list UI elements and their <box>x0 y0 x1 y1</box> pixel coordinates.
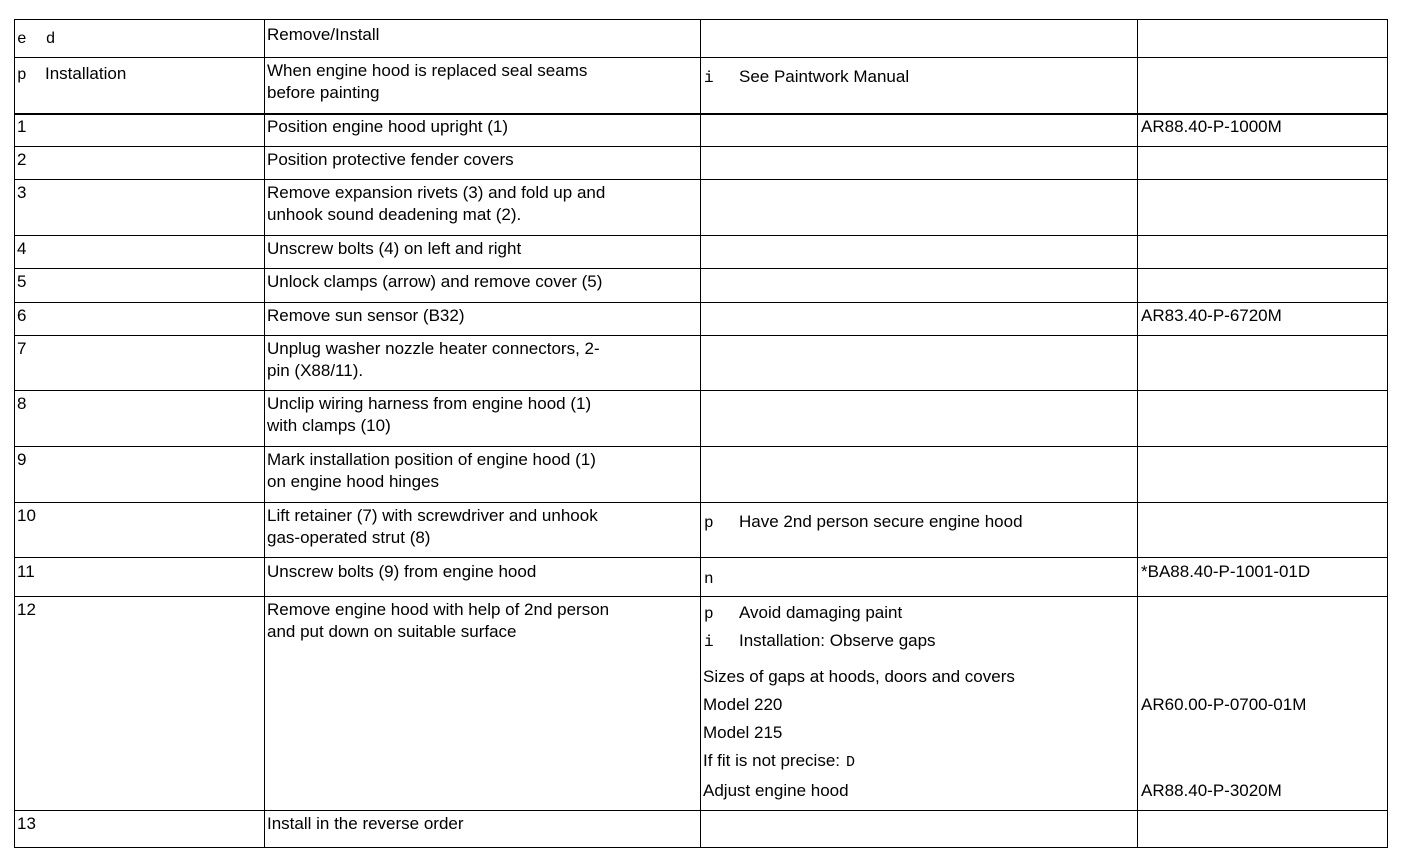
step-number: 6 <box>17 306 27 325</box>
document-reference[interactable]: *BA88.40-P-1001-01D <box>1141 562 1311 581</box>
row-divider <box>14 146 1388 147</box>
info-symbol: i <box>704 69 714 87</box>
row-divider <box>14 335 1388 336</box>
step-text: Unclip wiring harness from engine hood (1) with clamps (10) <box>267 394 592 435</box>
step-number: 1 <box>17 117 27 136</box>
document-reference[interactable]: AR83.40-P-6720M <box>1141 306 1282 325</box>
header-symbols <box>17 27 55 50</box>
caution-symbol: p <box>704 605 714 623</box>
row-divider <box>14 302 1388 303</box>
row-divider <box>14 557 1388 558</box>
step-number: 11 <box>17 562 35 581</box>
installation-label: p Installation <box>17 64 127 84</box>
document-reference[interactable]: AR88.40-P-3020M <box>1141 781 1282 800</box>
step-number: 2 <box>17 150 27 169</box>
condition-line: If fit is not precise: D <box>703 751 856 771</box>
step-number: 3 <box>17 183 27 202</box>
column-divider <box>14 19 15 848</box>
model-line: Model 220 <box>703 695 783 714</box>
installation-text: When engine hood is replaced seal seams before painting <box>267 61 588 102</box>
step-number: 4 <box>17 239 27 258</box>
row-divider <box>14 179 1388 180</box>
step-text: Mark installation position of engine hood (1) on engine hood hinges <box>267 450 596 491</box>
step-text: Unplug washer nozzle heater connectors, 2- pin (X88/11). <box>267 339 600 380</box>
step-text: Unscrew bolts (4) on left and right <box>267 239 522 258</box>
header-symbol: e d <box>17 30 56 48</box>
caution-symbol: p <box>704 514 714 532</box>
model-line: Model 215 <box>703 723 783 742</box>
row-divider <box>14 502 1388 503</box>
step-text: Remove expansion rivets (3) and fold up and unhook sound deadening mat (2). <box>267 183 606 224</box>
arrow-symbol: D <box>846 754 856 771</box>
step-note <box>704 567 739 590</box>
torque-symbol: n <box>704 570 714 588</box>
caution-symbol: p <box>17 66 27 84</box>
table-border-bottom <box>14 847 1388 848</box>
row-divider <box>14 268 1388 269</box>
step-text: Lift retainer (7) with screwdriver and unhook gas-operated strut (8) <box>267 506 598 547</box>
row-divider <box>14 235 1388 236</box>
row-divider <box>14 113 1388 115</box>
row-divider <box>14 596 1388 597</box>
step-number: 10 <box>17 506 36 525</box>
section-title: Remove/Install <box>267 25 380 44</box>
row-divider <box>14 446 1388 447</box>
row-divider <box>14 57 1388 58</box>
gap-info-heading: Sizes of gaps at hoods, doors and covers <box>703 667 1015 686</box>
row-divider <box>14 390 1388 391</box>
step-note: p Have 2nd person secure engine hood <box>704 512 1023 532</box>
column-divider <box>1137 19 1138 848</box>
step-text: Position engine hood upright (1) <box>267 117 508 136</box>
info-symbol: i <box>704 633 714 651</box>
column-divider <box>1387 19 1388 848</box>
installation-note: i See Paintwork Manual <box>704 67 910 87</box>
action-line: Adjust engine hood <box>703 781 849 800</box>
step-text: Position protective fender covers <box>267 150 514 169</box>
step-note: i Installation: Observe gaps <box>704 631 936 651</box>
document-reference[interactable]: AR88.40-P-1000M <box>1141 117 1282 136</box>
step-text: Install in the reverse order <box>267 814 464 833</box>
column-divider <box>264 19 265 848</box>
step-number: 12 <box>17 600 36 619</box>
step-text: Remove engine hood with help of 2nd person and put down on suitable surface <box>267 600 610 641</box>
table-border-top <box>14 19 1388 20</box>
step-number: 13 <box>17 814 36 833</box>
step-number: 8 <box>17 394 27 413</box>
step-text: Remove sun sensor (B32) <box>267 306 465 325</box>
step-number: 7 <box>17 339 27 358</box>
column-divider <box>700 19 701 848</box>
step-text: Unlock clamps (arrow) and remove cover (5) <box>267 272 603 291</box>
row-divider <box>14 810 1388 811</box>
step-number: 9 <box>17 450 27 469</box>
step-note: p Avoid damaging paint <box>704 603 903 623</box>
step-number: 5 <box>17 272 27 291</box>
document-reference[interactable]: AR60.00-P-0700-01M <box>1141 695 1307 714</box>
step-text: Unscrew bolts (9) from engine hood <box>267 562 537 581</box>
